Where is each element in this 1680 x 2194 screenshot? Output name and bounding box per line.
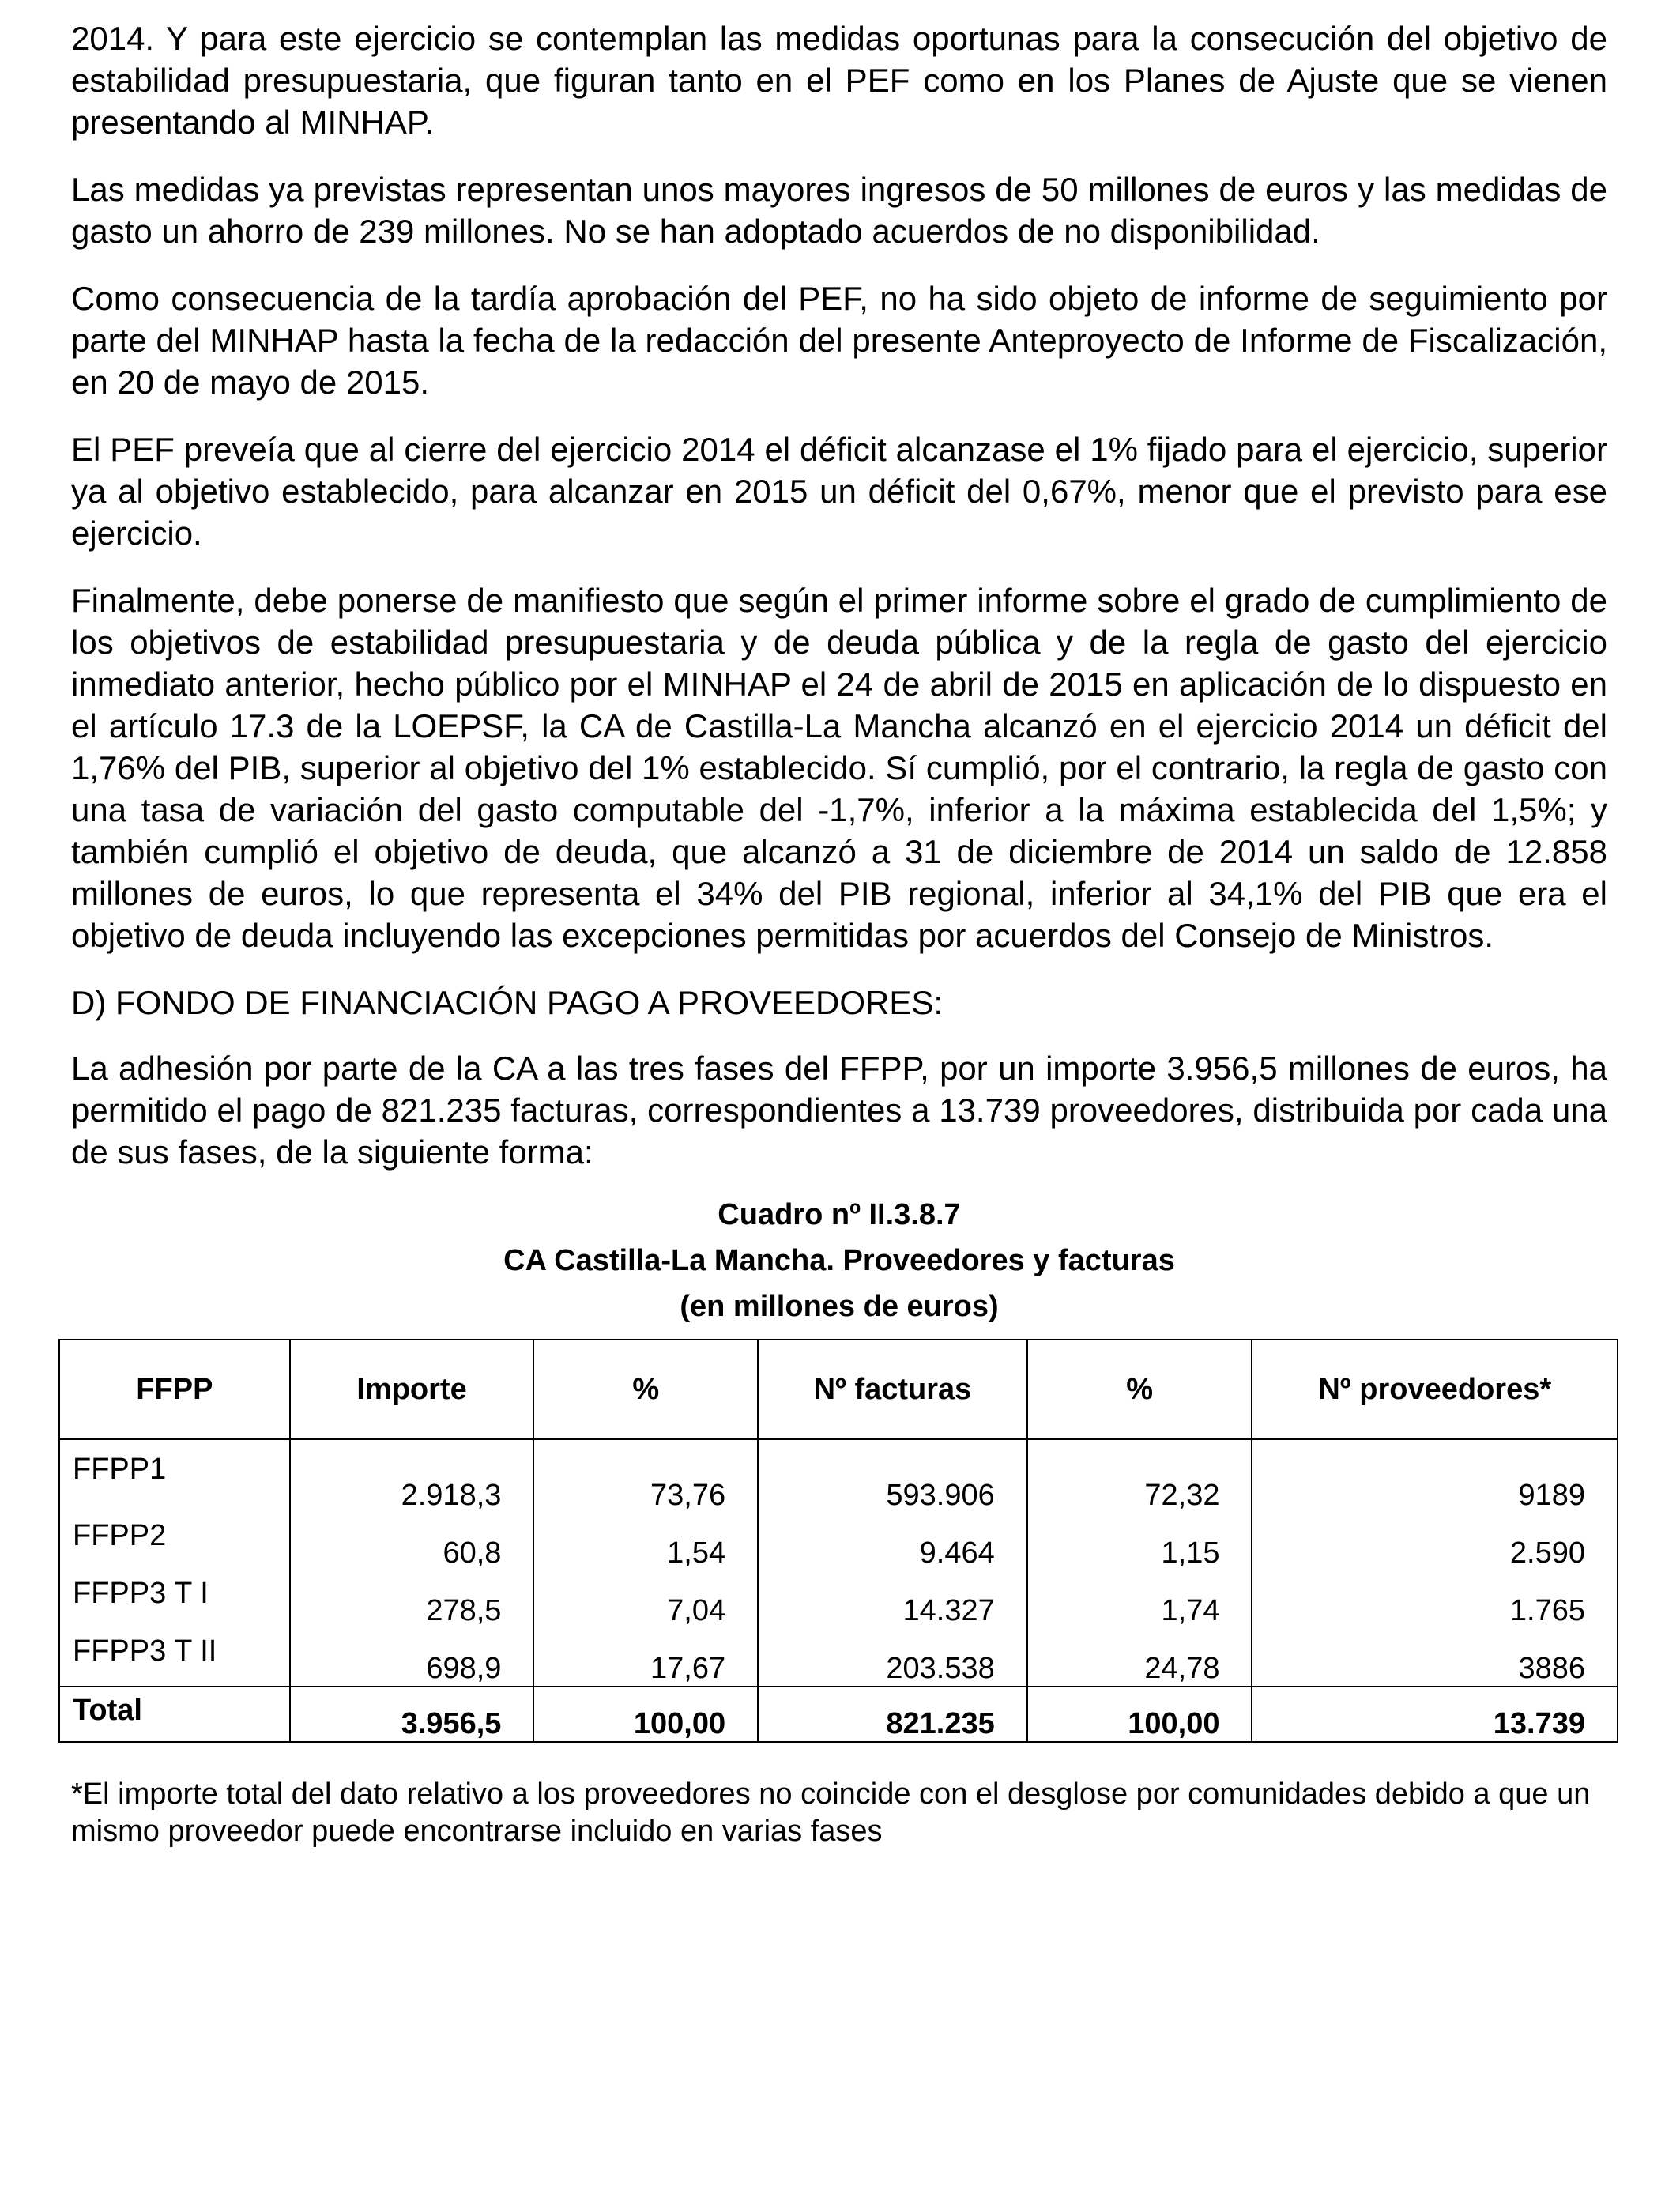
cell-importe: 60,8 [290,1513,534,1570]
cell-total-facturas: 821.235 [758,1687,1027,1742]
cell-facturas: 9.464 [758,1513,1027,1570]
cell-total-importe: 3.956,5 [290,1687,534,1742]
table-row [59,1570,1618,1628]
header-n-proveedores: Nº proveedores* [1252,1340,1618,1439]
cell-importe-percent: 1,54 [533,1513,758,1570]
cell-facturas-percent: 72,32 [1027,1439,1252,1513]
cell-proveedores: 2.590 [1252,1513,1618,1570]
cell-facturas-percent: 1,74 [1027,1570,1252,1628]
section-heading: D) FONDO DE FINANCIACIÓN PAGO A PROVEEDORES: [71,984,944,1021]
header-n-facturas: Nº facturas [758,1340,1027,1439]
paragraph-ffpp-intro: La adhesión por parte de la CA a las tres fases del FFPP, por un importe 3.956,5 millones de euros, ha permitido el pago de 821.235 facturas, correspondientes a 13.739 proveedores, distribuida por cada una de sus fases, de la siguiente forma: [71,1050,1607,1171]
cell-fase: FFPP2 [59,1513,290,1570]
cell-facturas-percent: 1,15 [1027,1513,1252,1570]
table-row [59,1628,1618,1687]
table-footnote: *El importe total del dato relativo a los proveedores no coincide con el desglose por comunidades debido a que un mismo proveedor puede encontrarse incluido en varias fases [71,1777,1591,1848]
cell-importe-percent: 17,67 [533,1628,758,1687]
header-facturas-percent: % [1027,1340,1252,1439]
table-row [59,1513,1618,1570]
table-row [59,1439,1618,1513]
paragraph-compliance-report: Finalmente, debe ponerse de manifiesto que según el primer informe sobre el grado de cumplimiento de los objetivos de estabilidad presupuestaria y de deuda pública y de la regla de gasto del ejercicio inmediato anterior, hecho público por el MINHAP el 24 de abril de 2015 en aplicación de lo dispuesto en el artículo 17.3 de la LOEPSF, la CA de Castilla-La Mancha alcanzó en el ejercicio 2014 un déficit del 1,76% del PIB, superior al objetivo del 1% establecido. Sí cumplió, por el contrario, la regla de gasto con una tasa de variación del gasto computable del -1,7%, inferior a la máxima establecida del 1,5%; y también cumplió el objetivo de deuda, que alcanzó a 31 de diciembre de 2014 un saldo de 12.858 millones de euros, lo que representa el 34% del PIB regional, inferior al 34,1% del PIB que era el objetivo de deuda incluyendo las excepciones permitidas por acuerdos del Consejo de Ministros. [71,582,1607,954]
cell-facturas: 203.538 [758,1628,1027,1687]
table-title: CA Castilla-La Mancha. Proveedores y facturas [503,1244,1175,1277]
header-ffpp: FFPP [59,1340,290,1439]
paragraph-planned-measures: Las medidas ya previstas representan unos mayores ingresos de 50 millones de euros y las medidas de gasto un ahorro de 239 millones. No se han adoptado acuerdos de no disponibilidad. [71,171,1607,250]
cell-facturas-percent: 24,78 [1027,1628,1252,1687]
providers-invoices-table [58,1339,1618,1743]
cell-importe-percent: 7,04 [533,1570,758,1628]
document-page [71,17,1607,1880]
paragraph-stability-measures: 2014. Y para este ejercicio se contemplan las medidas oportunas para la consecución del objetivo de estabilidad presupuestaria, que figuran tanto en el PEF como en los Planes de Ajuste que se vienen presentando al MINHAP. [71,20,1607,141]
cell-total-proveedores: 13.739 [1252,1687,1618,1742]
cell-proveedores: 9189 [1252,1439,1618,1513]
cell-importe: 698,9 [290,1628,534,1687]
paragraph-late-approval: Como consecuencia de la tardía aprobación del PEF, no ha sido objeto de informe de seguimiento por parte del MINHAP hasta la fecha de la redacción del presente Anteproyecto de Informe de Fiscalización, en 20 de mayo de 2015. [71,280,1607,401]
header-importe-percent: % [533,1340,758,1439]
table-number: Cuadro nº II.3.8.7 [718,1198,961,1231]
cell-fase: FFPP3 T I [59,1570,290,1628]
table-caption [71,1192,1607,1329]
cell-importe: 2.918,3 [290,1439,534,1513]
cell-fase: FFPP3 T II [59,1628,290,1687]
cell-total-facturas-percent: 100,00 [1027,1687,1252,1742]
cell-facturas: 14.327 [758,1570,1027,1628]
cell-total-importe-percent: 100,00 [533,1687,758,1742]
cell-importe: 278,5 [290,1570,534,1628]
table-units: (en millones de euros) [680,1290,999,1323]
paragraph-pef-forecast: El PEF preveía que al cierre del ejercicio 2014 el déficit alcanzase el 1% fijado para el ejercicio, superior ya al objetivo establecido, para alcanzar en 2015 un déficit del 0,67%, menor que el previsto para ese ejercicio. [71,431,1607,552]
cell-fase: FFPP1 [59,1439,290,1513]
table-total-row [59,1687,1618,1742]
cell-facturas: 593.906 [758,1439,1027,1513]
cell-proveedores: 3886 [1252,1628,1618,1687]
cell-total-label: Total [59,1687,290,1742]
table-header-row [59,1340,1618,1439]
header-importe: Importe [290,1340,534,1439]
cell-proveedores: 1.765 [1252,1570,1618,1628]
cell-importe-percent: 73,76 [533,1439,758,1513]
